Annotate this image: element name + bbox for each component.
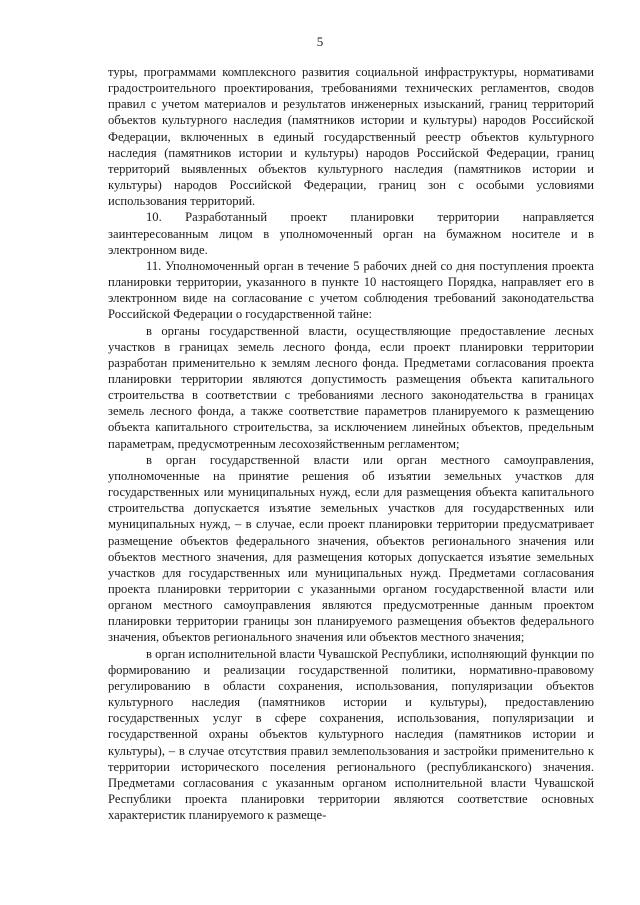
page-number: 5	[316, 34, 324, 49]
paragraph-item-10: 10. Разработанный проект планировки территории направляется заинтересованным лицом в уполномоченный орган на бумажном носителе и в электронном виде.	[108, 210, 594, 257]
paragraph-land-seizure-bodies: в орган государственной власти или орган местного самоуправления, уполномоченные на принятие решения об изъятии земельных участков для государственных или муниципальных нужд, если для размещения объекта капитального строительства допускается изъятие земельных участков для государственных или муниципальных нужд, – в случае, если проект планировки территории предусматривает размещение объектов федерального значения, объектов регионального значения или объектов местного значения, для размещения которых допускается изъятие земельных участков для государственных или муниципальных нужд. Предметами согласования проекта планировки территории с указанными органом государственной власти или органом местного самоуправления являются предусмотренные данным проектом планировки территории границы зон планируемого размещения объектов федерального значения, объектов регионального значения или объектов местного значения;	[108, 452, 594, 645]
paragraph-cultural-heritage-body: в орган исполнительной власти Чувашской Республики, исполняющий функции по формированию и реализации государственной политики, нормативно-правовому регулированию в области сохранения, использования, популяризации объектов культурного наследия (памятников истории и культуры), предоставлению государственных услуг в сфере сохранения, использования, популяризации и государственной охраны объектов культурного наследия (памятников истории и культуры), – в случае отсутствия правил землепользования и застройки применительно к территории исторического поселения регионального (республиканского) значения. Предметами согласования с указанным органом исполнительной власти Чувашской Республики проекта планировки территории являются соответствие основных характеристик планируемого к размеще-	[108, 646, 594, 823]
paragraph-continuation: туры, программами комплексного развития социальной инфраструктуры, нормативами градостроительного проектирования, требованиями технических регламентов, сводов правил с учетом материалов и результатов инженерных изысканий, границ территорий объектов культурного наследия (памятников истории и культуры) народов Российской Федерации, включенных в единый государственный реестр объектов культурного наследия (памятников истории и культуры) народов Российской Федерации, границ территорий выявленных объектов культурного наследия (памятников истории и культуры) народов Российской Федерации, границ зон с особыми условиями использования территорий.	[108, 65, 594, 209]
document-body	[108, 64, 594, 823]
paragraph-forest-bodies: в органы государственной власти, осуществляющие предоставление лесных участков в границах земель лесного фонда, если проект планировки территории разработан применительно к землям лесного фонда. Предметами согласования проекта планировки территории являются допустимость размещения объекта капитального строительства в соответствии с требованиями лесного законодательства в границах земель лесного фонда, а также соответствие параметров планируемого к размещению объекта капитального строительства, за исключением линейных объектов, предельным параметрам, предусмотренным лесохозяйственным регламентом;	[108, 323, 594, 451]
paragraph-item-11: 11. Уполномоченный орган в течение 5 рабочих дней со дня поступления проекта планировки территории, указанного в пункте 10 настоящего Порядка, направляет его в электронном виде на согласование с учетом соблюдения требований законодательства Российской Федерации о государственной тайне:	[108, 258, 594, 322]
